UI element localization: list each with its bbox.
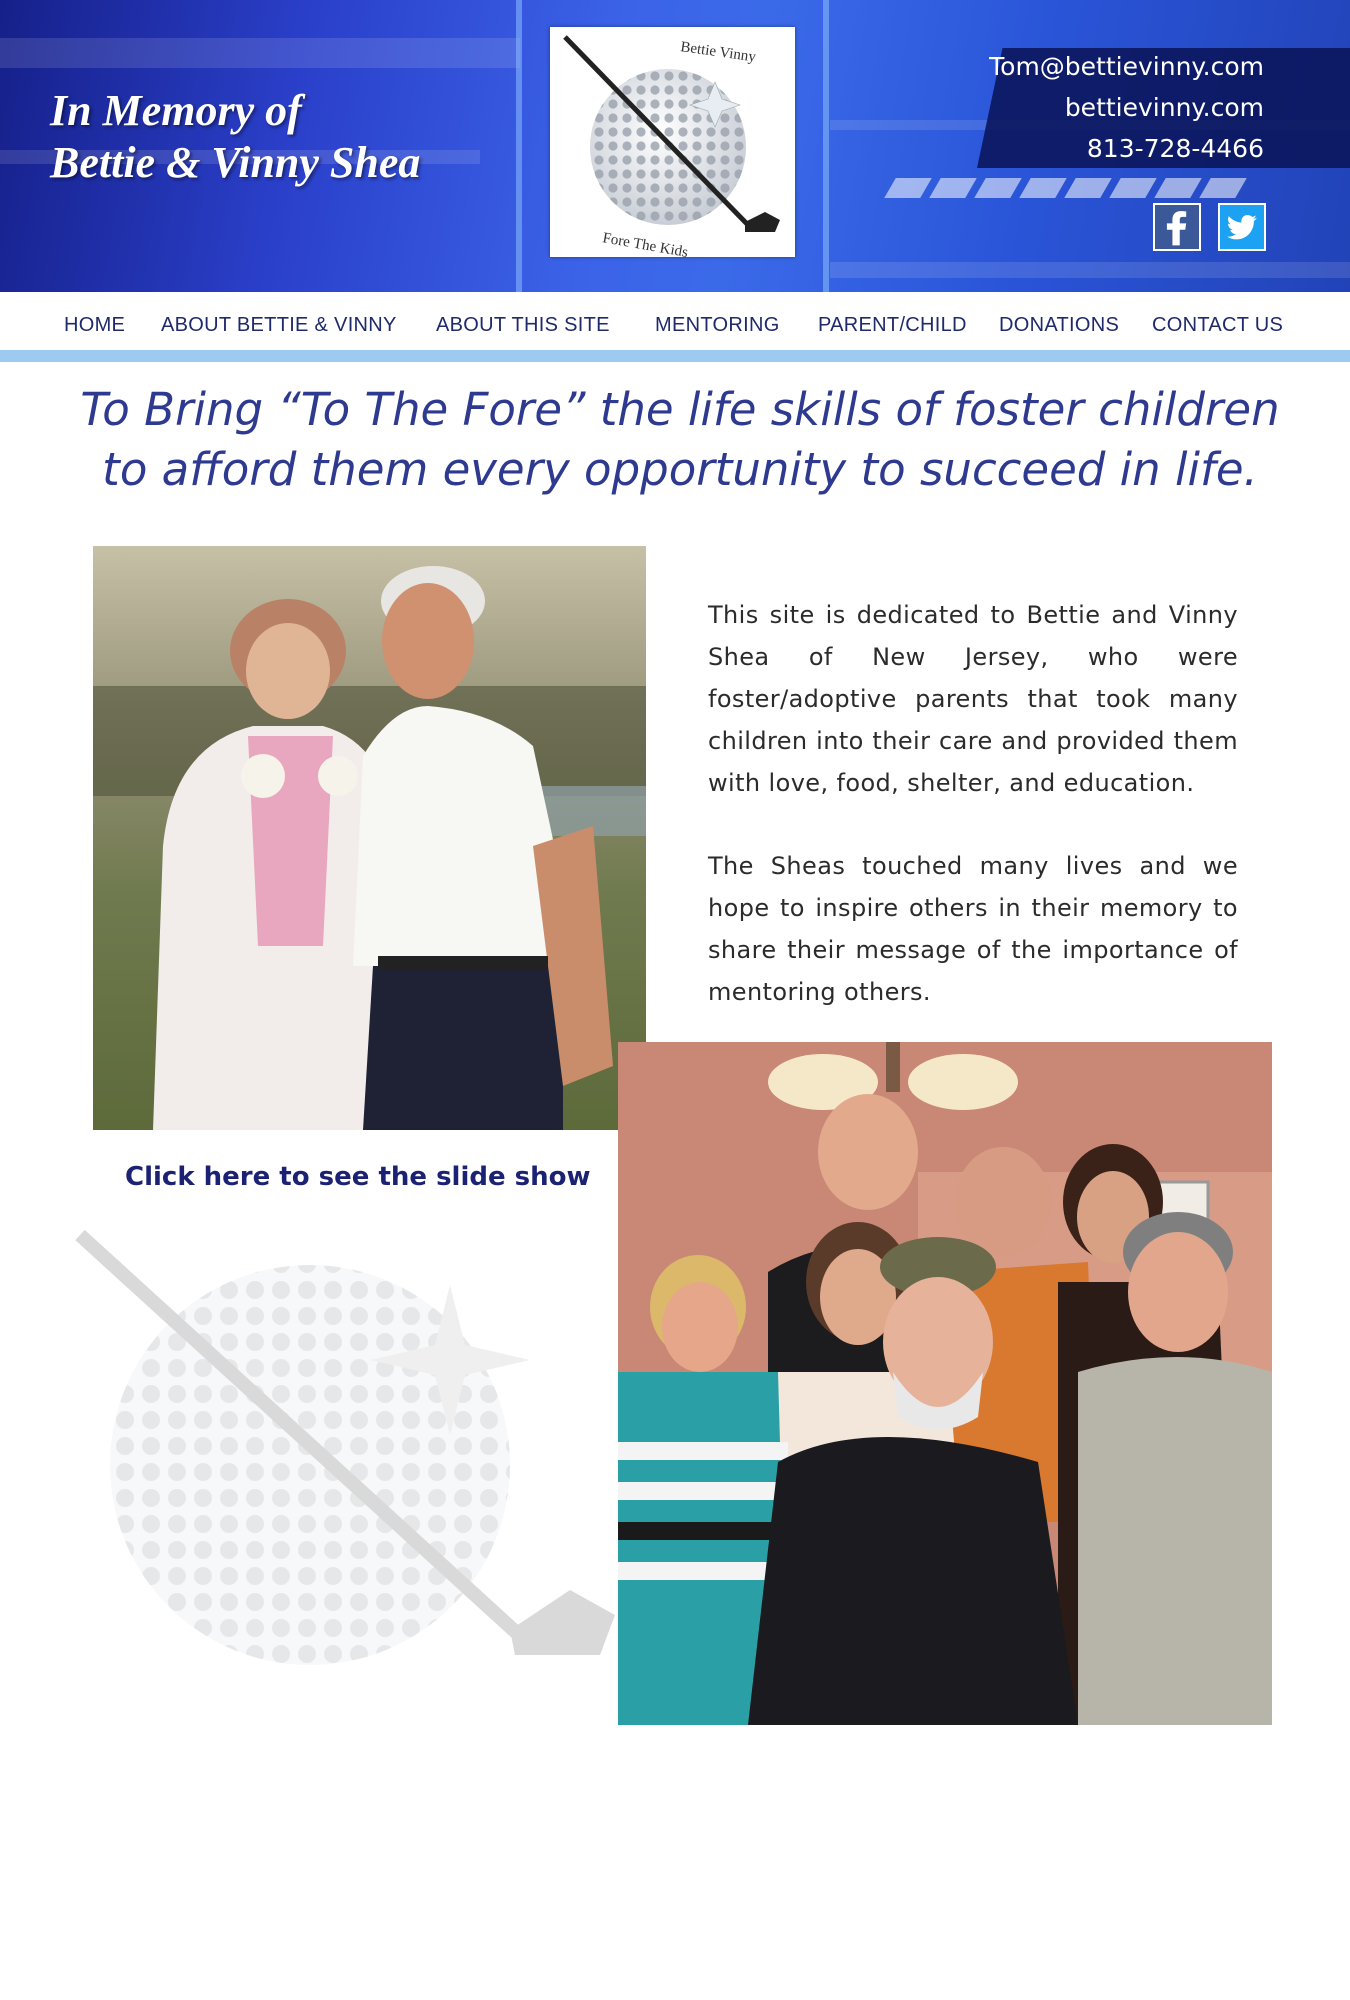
header-divider (516, 0, 522, 292)
site-header (0, 0, 1350, 292)
logo-bottom-text: Fore The Kids (601, 230, 690, 257)
contact-website[interactable]: bettievinny.com (1064, 93, 1264, 122)
slide-show-link[interactable]: Click here to see the slide show (125, 1162, 591, 1192)
watermark-logo (60, 1225, 620, 1745)
nav-item-donations[interactable]: DONATIONS (999, 314, 1120, 336)
photo-family-group (618, 1042, 1272, 1725)
twitter-link[interactable] (1218, 203, 1266, 251)
site-title-line2: Bettie & Vinny Shea (50, 138, 421, 187)
mission-tagline (60, 380, 1300, 500)
nav-item-mentoring[interactable]: MENTORING (655, 314, 780, 336)
facebook-link[interactable] (1153, 203, 1201, 251)
nav-item-about-bettie-vinny[interactable]: ABOUT BETTIE & VINNY (161, 314, 397, 336)
main-nav (0, 292, 1350, 362)
tagline-line2: to afford them every opportunity to succeed in life. (102, 443, 1258, 496)
site-title (50, 85, 420, 189)
nav-item-contact-us[interactable]: CONTACT US (1152, 314, 1284, 336)
nav-item-about-this-site[interactable]: ABOUT THIS SITE (436, 314, 610, 336)
contact-email[interactable]: Tom@bettievinny.com (989, 52, 1264, 81)
twitter-icon (1220, 205, 1264, 249)
site-title-line1: In Memory of (50, 86, 302, 135)
bio-paragraph-1: This site is dedicated to Bettie and Vinny Shea of New Jersey, who were foster/adoptive parents that took many children into their care and provided them with love, food, shelter, and education. (708, 601, 1238, 797)
nav-item-parent-child[interactable]: PARENT/CHILD (818, 314, 967, 336)
header-divider (823, 0, 829, 292)
golf-ball-logo-icon (550, 27, 795, 257)
nav-item-home[interactable]: HOME (64, 314, 126, 336)
couple-photo-image (93, 546, 646, 1130)
logo-top-text: Bettie Vinny (679, 39, 757, 66)
contact-phone[interactable]: 813-728-4466 (1086, 134, 1264, 163)
bio-paragraph-2: The Sheas touched many lives and we hope to inspire others in their memory to share their message of the importance of mentoring others. (708, 852, 1238, 1006)
photo-bettie-and-vinny (93, 546, 646, 1130)
tagline-line1: To Bring “To The Fore” the life skills of foster children (80, 383, 1280, 436)
family-photo-image (618, 1042, 1272, 1725)
site-logo[interactable] (550, 27, 795, 257)
header-streak (830, 262, 1350, 278)
header-streak (0, 38, 520, 68)
facebook-icon (1155, 205, 1199, 249)
golf-ball-watermark-icon (60, 1225, 620, 1745)
